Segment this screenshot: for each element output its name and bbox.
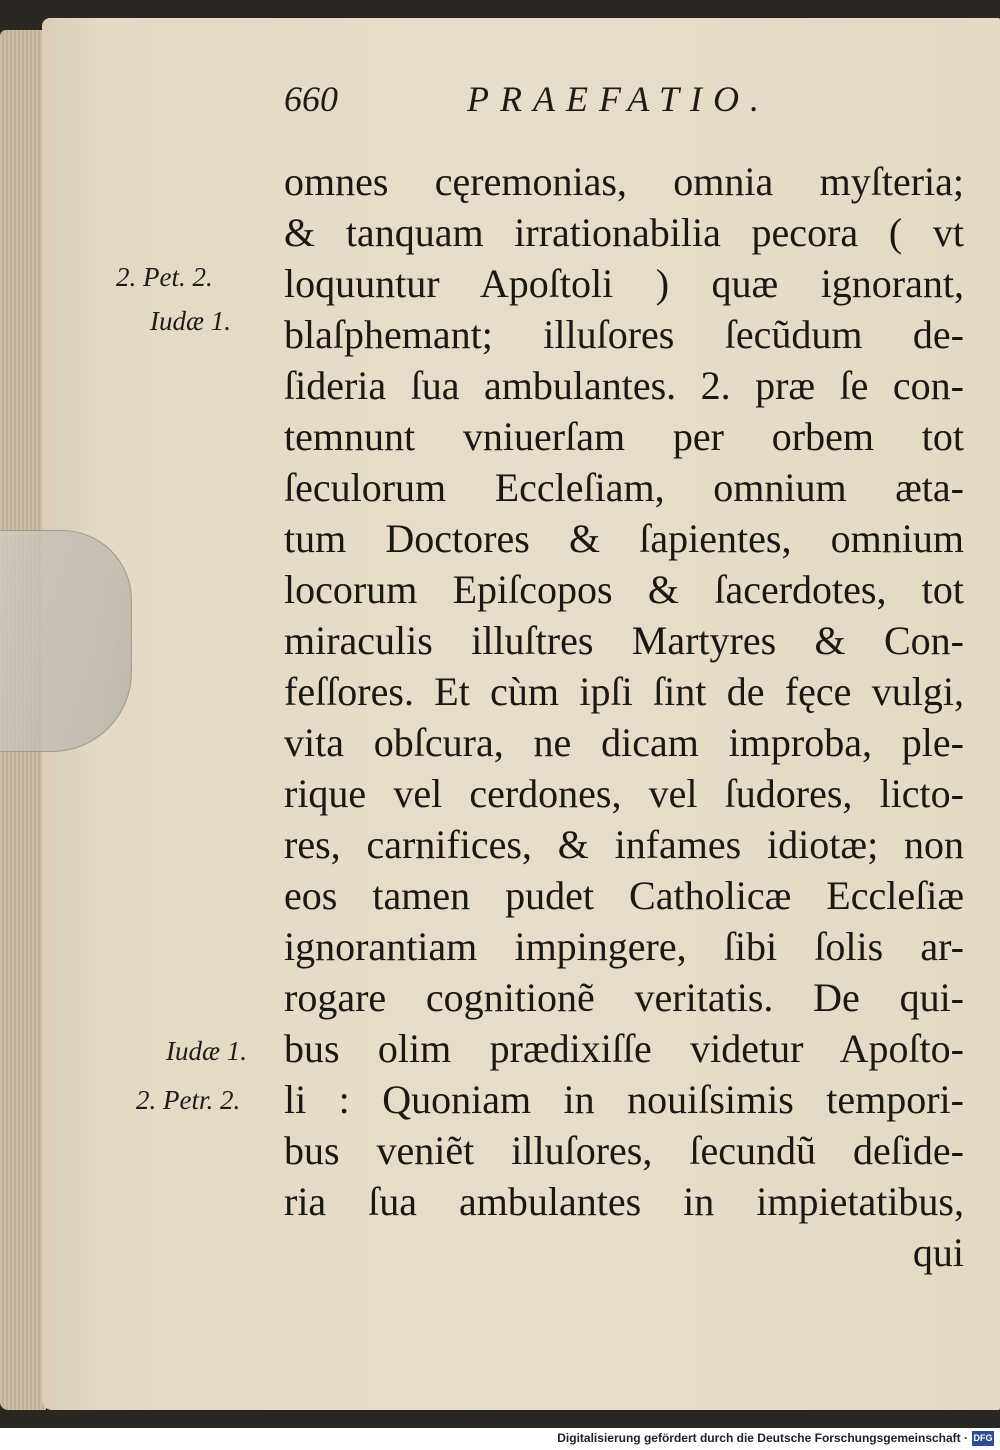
text-line: eos tamen pudet Catholicæ Eccleſiæ xyxy=(284,873,964,918)
margin-note: 2. Petr. 2. xyxy=(136,1085,241,1115)
text-line: rogare cognitionẽ veritatis. De qui- xyxy=(284,975,964,1020)
margin-note: 2. Pet. 2. xyxy=(116,262,213,292)
catchword: qui xyxy=(912,1230,964,1275)
text-line: ſeculorum Eccleſiam, omnium æta- xyxy=(284,465,964,510)
dfg-logo-icon: DFG xyxy=(972,1431,994,1446)
text-line: ſideria ſua ambulantes. 2. præ ſe con- xyxy=(284,363,964,408)
text-line: res, carnifices, & infames idiotæ; non xyxy=(284,822,964,867)
text-line: blaſphemant; illuſores ſecũdum de- xyxy=(284,312,964,357)
text-line: miraculis illuſtres Martyres & Con- xyxy=(284,618,964,663)
text-line: li : Quoniam in nouiſsimis tempori- xyxy=(284,1077,964,1122)
text-line: locorum Epiſcopos & ſacerdotes, tot xyxy=(284,567,964,612)
page-clip xyxy=(0,530,132,752)
footer-bar xyxy=(0,1428,1000,1450)
text-line: omnes cęremonias, omnia myſteria; xyxy=(284,159,964,204)
text-line: bus veniẽt illuſores, ſecundũ deſide- xyxy=(284,1128,964,1173)
text-line: rique vel cerdones, vel ſudores, licto- xyxy=(284,771,964,816)
page-number: 660 xyxy=(284,79,338,119)
margin-note: Iudæ 1. xyxy=(150,306,231,336)
funding-credit: Digitalisierung gefördert durch die Deutsche Forschungsgemeinschaft · xyxy=(557,1431,968,1445)
text-line: temnunt vniuerſam per orbem tot xyxy=(284,414,964,459)
text-line: bus olim prædixiſſe videtur Apoſto- xyxy=(284,1026,964,1071)
text-line: loquuntur Apoſtoli ) quæ ignorant, xyxy=(284,261,964,306)
text-line: vita obſcura, ne dicam improba, ple- xyxy=(284,720,964,765)
running-title: PRAEFATIO. xyxy=(467,79,770,119)
body-text xyxy=(284,156,964,1278)
text-line: feſſores. Et cùm ipſi ſint de fęce vulgi, xyxy=(284,669,964,714)
text-line: ria ſua ambulantes in impietatibus, xyxy=(284,1179,964,1224)
text-line: & tanquam irrationabilia pecora ( vt xyxy=(284,210,964,255)
text-line: ignorantiam impingere, ſibi ſolis ar- xyxy=(284,924,964,969)
text-line: tum Doctores & ſapientes, omnium xyxy=(284,516,964,561)
page-header xyxy=(0,78,1000,124)
margin-note: Iudæ 1. xyxy=(166,1036,247,1066)
